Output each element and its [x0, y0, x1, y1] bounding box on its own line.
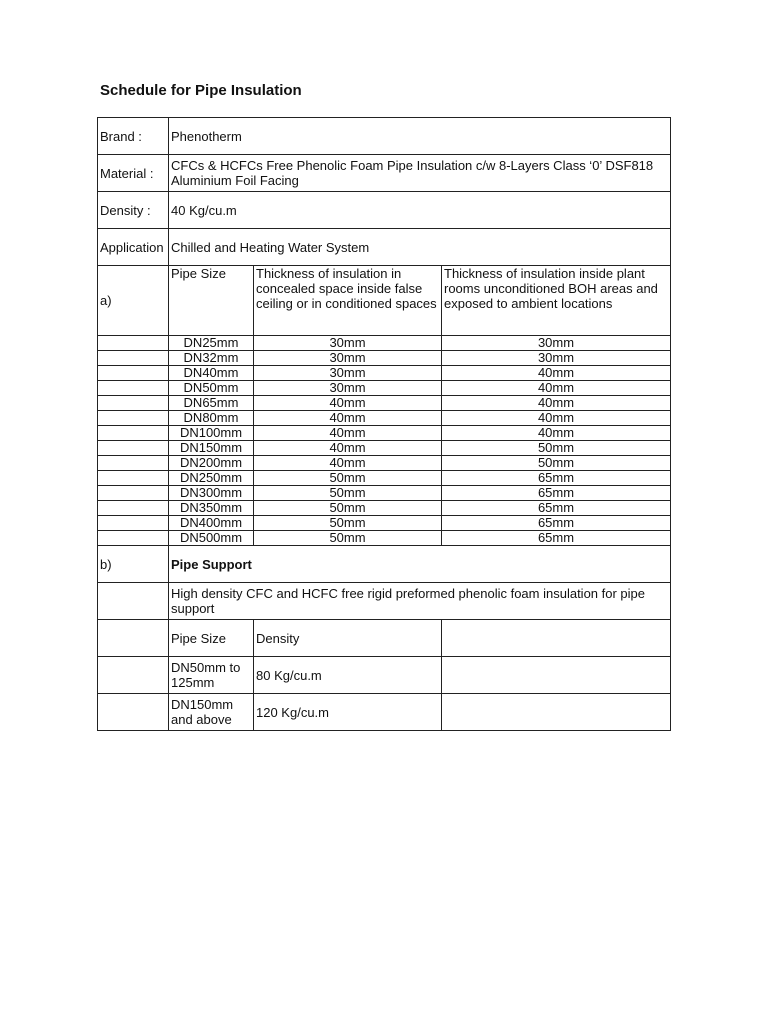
thickness-cell: 50mm: [442, 456, 671, 471]
section-b-description: High density CFC and HCFC free rigid preformed phenolic foam insulation for pipe support: [169, 583, 671, 620]
thickness-cell: 65mm: [442, 516, 671, 531]
pipe-size-cell: DN200mm: [169, 456, 254, 471]
pipe-size-cell: DN32mm: [169, 351, 254, 366]
empty-cell: [442, 694, 671, 731]
empty-cell: [98, 471, 169, 486]
info-value: 40 Kg/cu.m: [169, 192, 671, 229]
table-row: [98, 486, 671, 501]
pipe-size-cell: DN80mm: [169, 411, 254, 426]
thickness-cell: 65mm: [442, 531, 671, 546]
thickness-cell: 50mm: [442, 441, 671, 456]
thickness-cell: 40mm: [254, 426, 442, 441]
table-row: [98, 516, 671, 531]
column-header: Pipe Size: [169, 266, 254, 336]
pipe-size-cell: DN50mm: [169, 381, 254, 396]
thickness-cell: 40mm: [442, 366, 671, 381]
thickness-cell: 30mm: [442, 336, 671, 351]
thickness-cell: 30mm: [254, 336, 442, 351]
empty-cell: [98, 411, 169, 426]
empty-cell: [98, 486, 169, 501]
info-row: [98, 229, 671, 266]
empty-cell: [98, 657, 169, 694]
section-b-description-row: [98, 583, 671, 620]
table-row: [98, 411, 671, 426]
column-header: Thickness of insulation in concealed space inside false ceiling or in conditioned spaces: [254, 266, 442, 336]
empty-cell: [442, 620, 671, 657]
thickness-cell: 65mm: [442, 486, 671, 501]
thickness-cell: 40mm: [254, 441, 442, 456]
thickness-cell: 40mm: [442, 396, 671, 411]
column-header: Thickness of insulation inside plant rooms unconditioned BOH areas and exposed to ambient locations: [442, 266, 671, 336]
pipe-size-cell: DN65mm: [169, 396, 254, 411]
thickness-cell: 65mm: [442, 501, 671, 516]
table-row: [98, 441, 671, 456]
table-row: [98, 351, 671, 366]
section-a-marker: a): [98, 266, 169, 336]
table-row: [98, 694, 671, 731]
pipe-size-cell: DN25mm: [169, 336, 254, 351]
table-row: [98, 396, 671, 411]
table-row: [98, 336, 671, 351]
thickness-cell: 50mm: [254, 516, 442, 531]
pipe-size-cell: DN350mm: [169, 501, 254, 516]
info-label: Application: [98, 229, 169, 266]
thickness-cell: 40mm: [442, 426, 671, 441]
pipe-size-cell: DN40mm: [169, 366, 254, 381]
thickness-cell: 40mm: [442, 411, 671, 426]
thickness-cell: 65mm: [442, 471, 671, 486]
pipe-size-cell: DN100mm: [169, 426, 254, 441]
thickness-cell: 40mm: [254, 396, 442, 411]
empty-cell: [98, 694, 169, 731]
info-row: [98, 155, 671, 192]
info-row: [98, 118, 671, 155]
empty-cell: [98, 426, 169, 441]
table-row: [98, 426, 671, 441]
insulation-schedule-table: [97, 117, 671, 731]
thickness-cell: 30mm: [254, 351, 442, 366]
table-row: [98, 456, 671, 471]
thickness-cell: 30mm: [254, 381, 442, 396]
section-b-marker: b): [98, 546, 169, 583]
info-value: Phenotherm: [169, 118, 671, 155]
table-row: [98, 381, 671, 396]
thickness-cell: 40mm: [442, 381, 671, 396]
section-a-header-row: [98, 266, 671, 336]
column-header: Density: [254, 620, 442, 657]
pipe-size-cell: DN300mm: [169, 486, 254, 501]
info-row: [98, 192, 671, 229]
table-row: [98, 501, 671, 516]
thickness-cell: 50mm: [254, 486, 442, 501]
empty-cell: [98, 583, 169, 620]
empty-cell: [98, 396, 169, 411]
pipe-size-cell: DN50mm to 125mm: [169, 657, 254, 694]
section-b-heading: Pipe Support: [169, 546, 671, 583]
empty-cell: [98, 336, 169, 351]
pipe-size-cell: DN150mm and above: [169, 694, 254, 731]
empty-cell: [98, 531, 169, 546]
empty-cell: [98, 441, 169, 456]
thickness-cell: 50mm: [254, 471, 442, 486]
section-b-heading-row: [98, 546, 671, 583]
pipe-size-cell: DN400mm: [169, 516, 254, 531]
thickness-cell: 40mm: [254, 456, 442, 471]
empty-cell: [98, 456, 169, 471]
section-b-header-row: [98, 620, 671, 657]
table-row: [98, 366, 671, 381]
thickness-cell: 50mm: [254, 501, 442, 516]
empty-cell: [98, 351, 169, 366]
empty-cell: [98, 620, 169, 657]
empty-cell: [98, 516, 169, 531]
thickness-cell: 30mm: [442, 351, 671, 366]
thickness-cell: 50mm: [254, 531, 442, 546]
table-row: [98, 657, 671, 694]
empty-cell: [98, 366, 169, 381]
thickness-cell: 30mm: [254, 366, 442, 381]
pipe-size-cell: DN150mm: [169, 441, 254, 456]
empty-cell: [98, 501, 169, 516]
info-label: Material :: [98, 155, 169, 192]
page-title: Schedule for Pipe Insulation: [100, 82, 302, 99]
table-row: [98, 471, 671, 486]
density-cell: 120 Kg/cu.m: [254, 694, 442, 731]
density-cell: 80 Kg/cu.m: [254, 657, 442, 694]
column-header: Pipe Size: [169, 620, 254, 657]
thickness-cell: 40mm: [254, 411, 442, 426]
pipe-size-cell: DN500mm: [169, 531, 254, 546]
pipe-size-cell: DN250mm: [169, 471, 254, 486]
info-label: Brand :: [98, 118, 169, 155]
info-label: Density :: [98, 192, 169, 229]
info-value: CFCs & HCFCs Free Phenolic Foam Pipe Insulation c/w 8-Layers Class ‘0’ DSF818 Aluminium Foil Facing: [169, 155, 671, 192]
table-row: [98, 531, 671, 546]
empty-cell: [98, 381, 169, 396]
info-value: Chilled and Heating Water System: [169, 229, 671, 266]
empty-cell: [442, 657, 671, 694]
